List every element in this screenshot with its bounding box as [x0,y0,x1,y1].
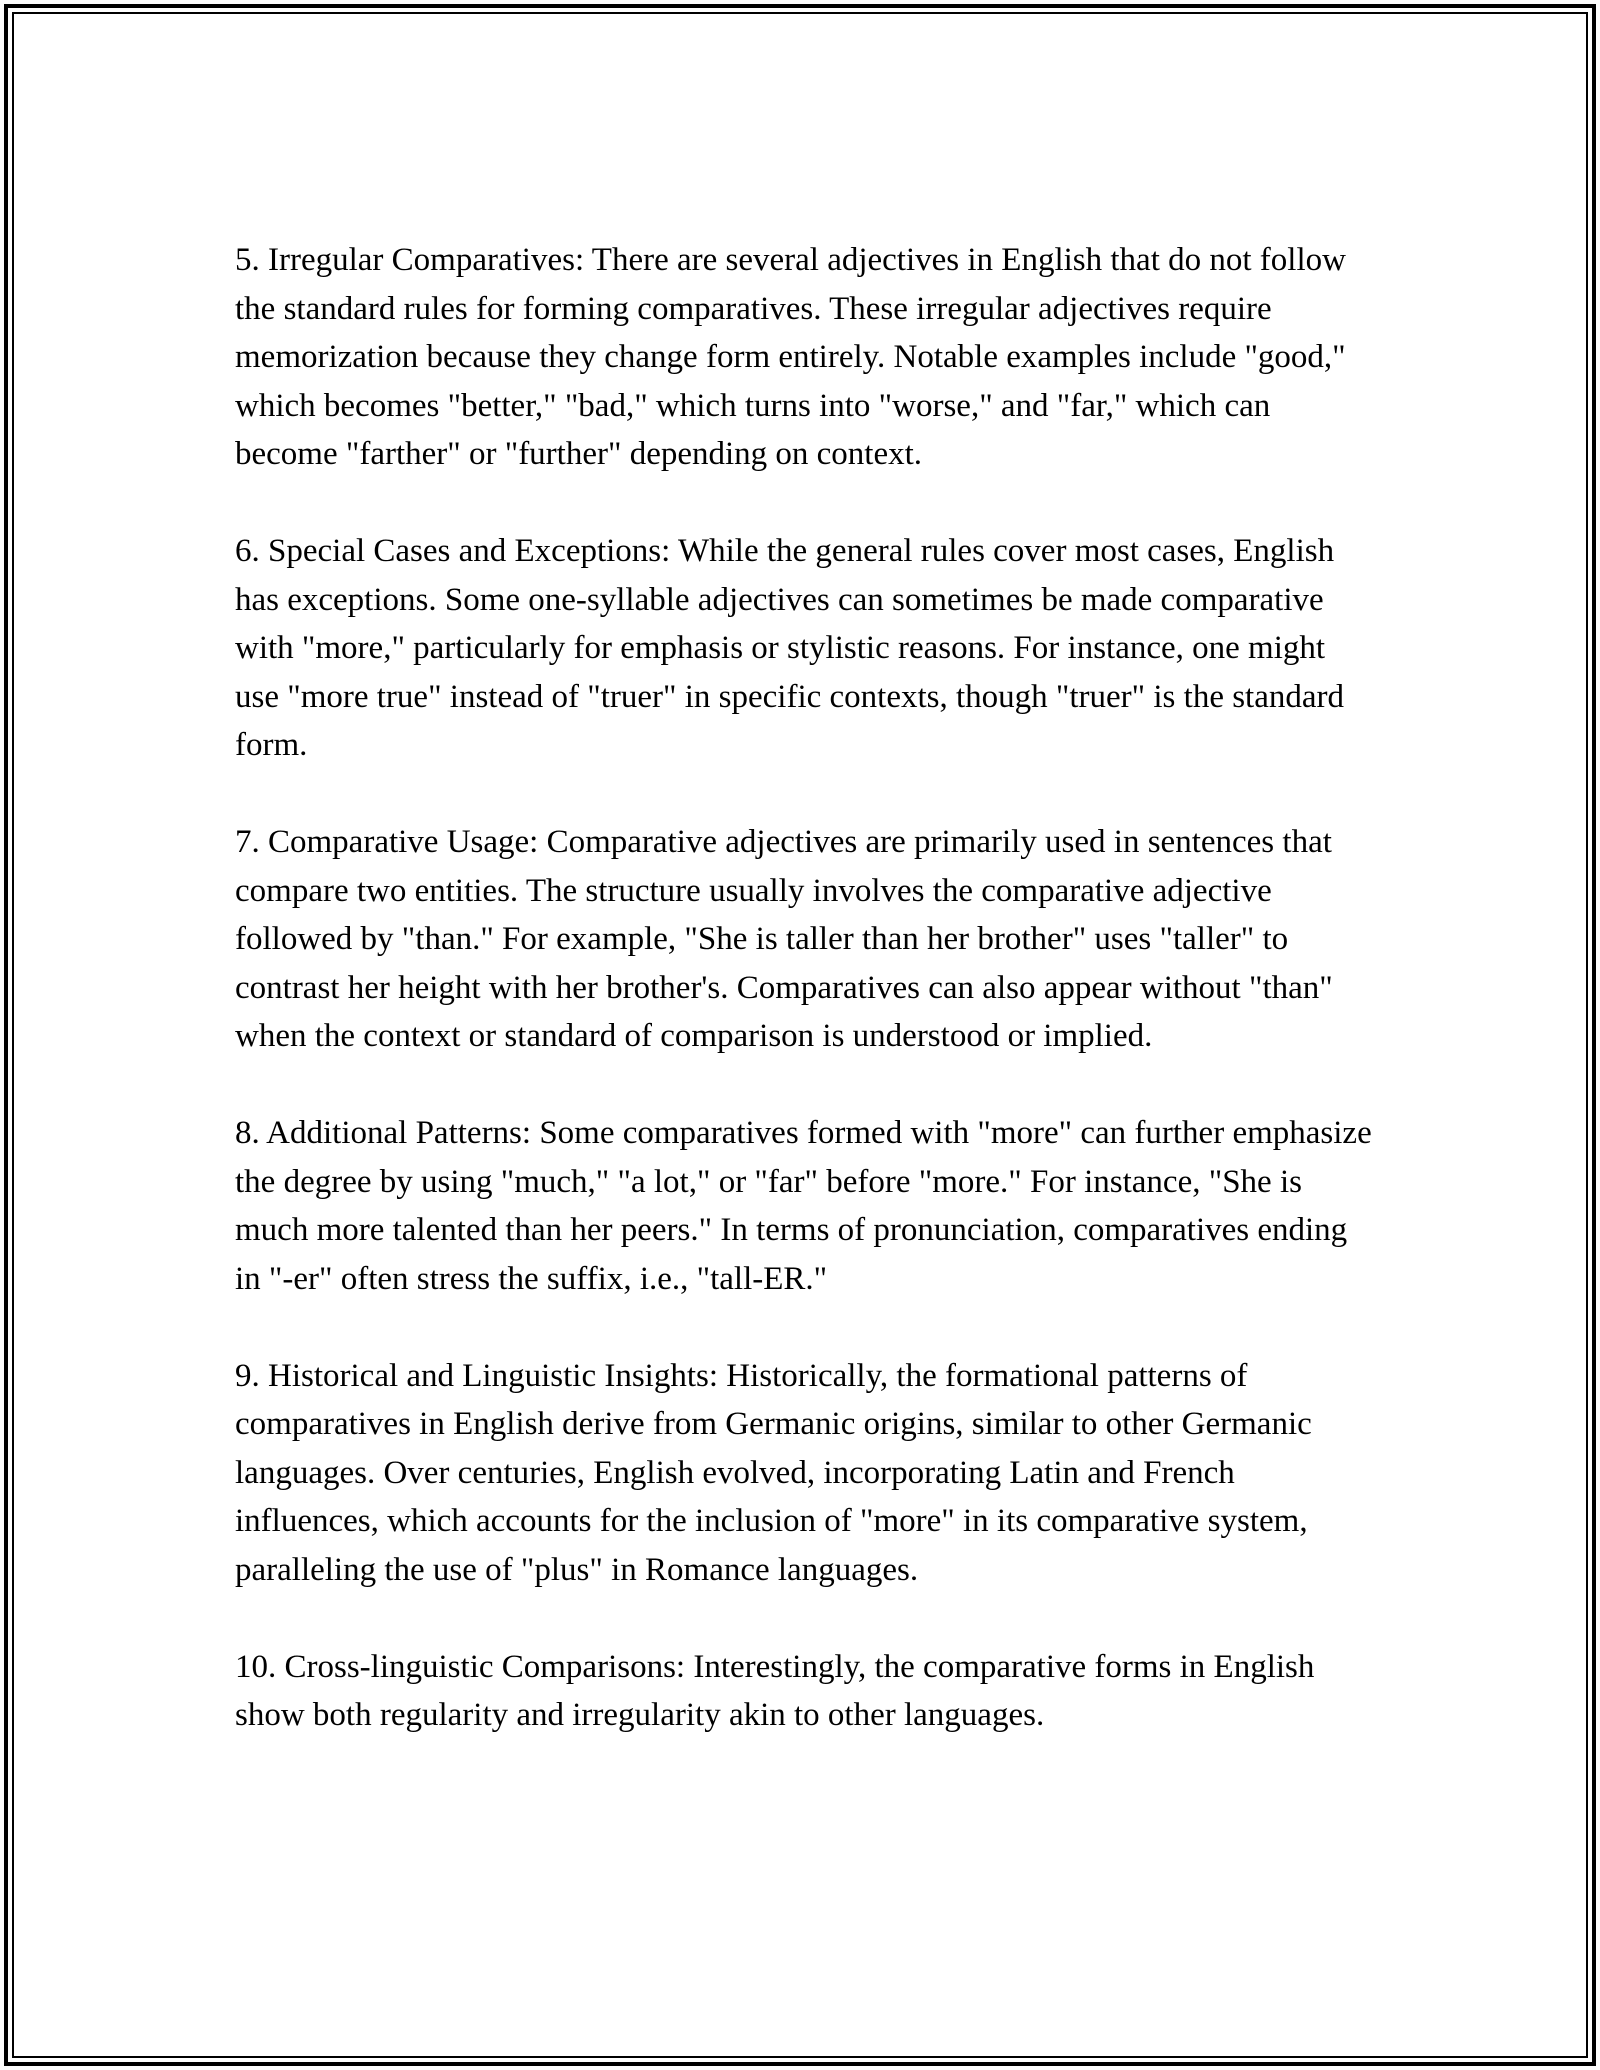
paragraph-additional-patterns: 8. Additional Patterns: Some comparatives formed with "more" can further emphasize the degree by using "much," "a lot," or "far" before "more." For instance, "She is much more talented than her peers." In terms of pronunciation, comparatives ending in "-er" often stress the suffix, i.e., "tall-ER." [235,1115,1372,1297]
paragraph-historical-insights: 9. Historical and Linguistic Insights: Historically, the formational patterns of comparatives in English derive from Germanic origins, similar to other Germanic languages. Over centuries, English evolved, incorporating Latin and French influences, which accounts for the inclusion of "more" in its comparative system, paralleling the use of "plus" in Romance languages. [235,1357,1312,1588]
paragraph-cross-linguistic: 10. Cross-linguistic Comparisons: Interestingly, the comparative forms in English show both regularity and irregularity akin to other languages. [235,1648,1315,1733]
paragraph-comparative-usage: 7. Comparative Usage: Comparative adjectives are primarily used in sentences that compare two entities. The structure usually involves the comparative adjective followed by "than." For example, "She is taller than her brother" uses "taller" to contrast her height with her brother's. Comparatives can also appear without "than" when the context or standard of comparison is understood or implied. [235,824,1333,1054]
paragraph-irregular-comparatives: 5. Irregular Comparatives: There are several adjectives in English that do not follow the standard rules for forming comparatives. These irregular adjectives require memorization because they change form entirely. Notable examples include "good," which becomes "better," "bad," which turns into "worse," and "far," which can become "farther" or "further" depending on context. [235,242,1346,472]
document-body [235,236,1375,1740]
paragraph-special-cases: 6. Special Cases and Exceptions: While the general rules cover most cases, English has exceptions. Some one-syllable adjectives can sometimes be made comparative with "more," particularly for emphasis or stylistic reasons. For instance, one might use "more true" instead of "truer" in specific contexts, though "truer" is the standard form. [235,533,1345,763]
